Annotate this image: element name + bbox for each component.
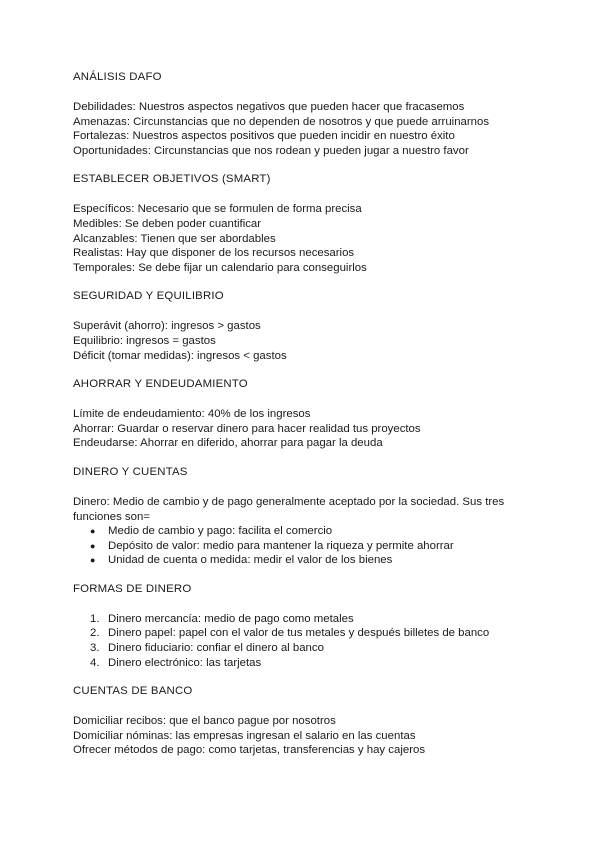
list-item [73,524,543,539]
list-item [73,553,543,568]
list-item-text: Depósito de valor: medio para mantener la riqueza y permite ahorrar [108,539,454,552]
smart-medibles: Medibles: Se deben poder cuantificar [73,217,262,230]
bullet-icon: ● [90,555,96,566]
dinero-intro: Dinero: Medio de cambio y de pago generalmente aceptado por la sociedad. Sus tres funciones son= [73,495,505,523]
section-formas [73,582,543,670]
dafo-fortalezas: Fortalezas: Nuestros aspectos positivos que pueden incidir en nuestro éxito [73,130,455,143]
document-page [73,70,543,758]
section-ahorrar [73,377,543,451]
seguridad-equilibrio: Equilibrio: ingresos = gastos [73,334,216,347]
section-title: AHORRAR Y ENDEUDAMIENTO [73,378,248,391]
list-item [73,539,543,554]
dafo-oportunidades: Oportunidades: Circunstancias que nos rodean y pueden jugar a nuestro favor [73,144,469,157]
smart-alcanzables: Alcanzables: Tienen que ser abordables [73,232,276,245]
smart-especificos: Específicos: Necesario que se formulen de forma precisa [73,203,362,216]
list-number: 4. [90,656,100,669]
seguridad-deficit: Déficit (tomar medidas): ingresos < gastos [73,349,287,362]
list-item [73,612,543,627]
list-number: 2. [90,627,100,640]
section-dinero [73,465,543,568]
dinero-functions-list [73,524,543,568]
ahorrar-limite: Límite de endeudamiento: 40% de los ingresos [73,408,311,421]
list-item-text: Dinero electrónico: las tarjetas [108,656,262,669]
list-item [73,656,543,671]
section-cuentas [73,684,543,758]
ahorrar-endeudarse: Endeudarse: Ahorrar en diferido, ahorrar para pagar la deuda [73,437,383,450]
list-number: 1. [90,612,100,625]
section-title: SEGURIDAD Y EQUILIBRIO [73,290,224,303]
section-title: DINERO Y CUENTAS [73,465,188,478]
list-item-text: Dinero papel: papel con el valor de tus metales y después billetes de banco [108,627,490,640]
dafo-amenazas: Amenazas: Circunstancias que no dependen de nosotros y que puede arruinarnos [73,115,490,128]
list-item-text: Dinero mercancía: medio de pago como metales [108,612,354,625]
section-title: FORMAS DE DINERO [73,582,192,595]
section-dafo [73,70,543,158]
section-smart [73,172,543,275]
bullet-icon: ● [90,540,96,551]
list-item-text: Dinero fiduciario: confiar el dinero al banco [108,642,324,655]
ahorrar-ahorrar: Ahorrar: Guardar o reservar dinero para hacer realidad tus proyectos [73,422,421,435]
seguridad-superavit: Superávit (ahorro): ingresos > gastos [73,320,261,333]
list-item [73,641,543,656]
section-title: ESTABLECER OBJETIVOS (SMART) [73,173,271,186]
section-seguridad [73,289,543,363]
smart-realistas: Realistas: Hay que disponer de los recursos necesarios [73,247,355,260]
smart-temporales: Temporales: Se debe fijar un calendario para conseguirlos [73,261,367,274]
dafo-debilidades: Debilidades: Nuestros aspectos negativos que pueden hacer que fracasemos [73,101,465,113]
cuentas-metodos: Ofrecer métodos de pago: como tarjetas, transferencias y hay cajeros [73,744,426,757]
list-number: 3. [90,642,100,655]
bullet-icon: ● [90,526,96,537]
cuentas-nominas: Domiciliar nóminas: las empresas ingresan el salario en las cuentas [73,729,416,742]
formas-list [73,612,543,670]
section-title: ANÁLISIS DAFO [73,71,162,83]
section-title: CUENTAS DE BANCO [73,685,193,698]
list-item [73,626,543,641]
list-item-text: Unidad de cuenta o medida: medir el valor de los bienes [108,554,393,567]
cuentas-recibos: Domiciliar recibos: que el banco pague por nosotros [73,715,336,728]
list-item-text: Medio de cambio y pago: facilita el comercio [108,525,333,538]
